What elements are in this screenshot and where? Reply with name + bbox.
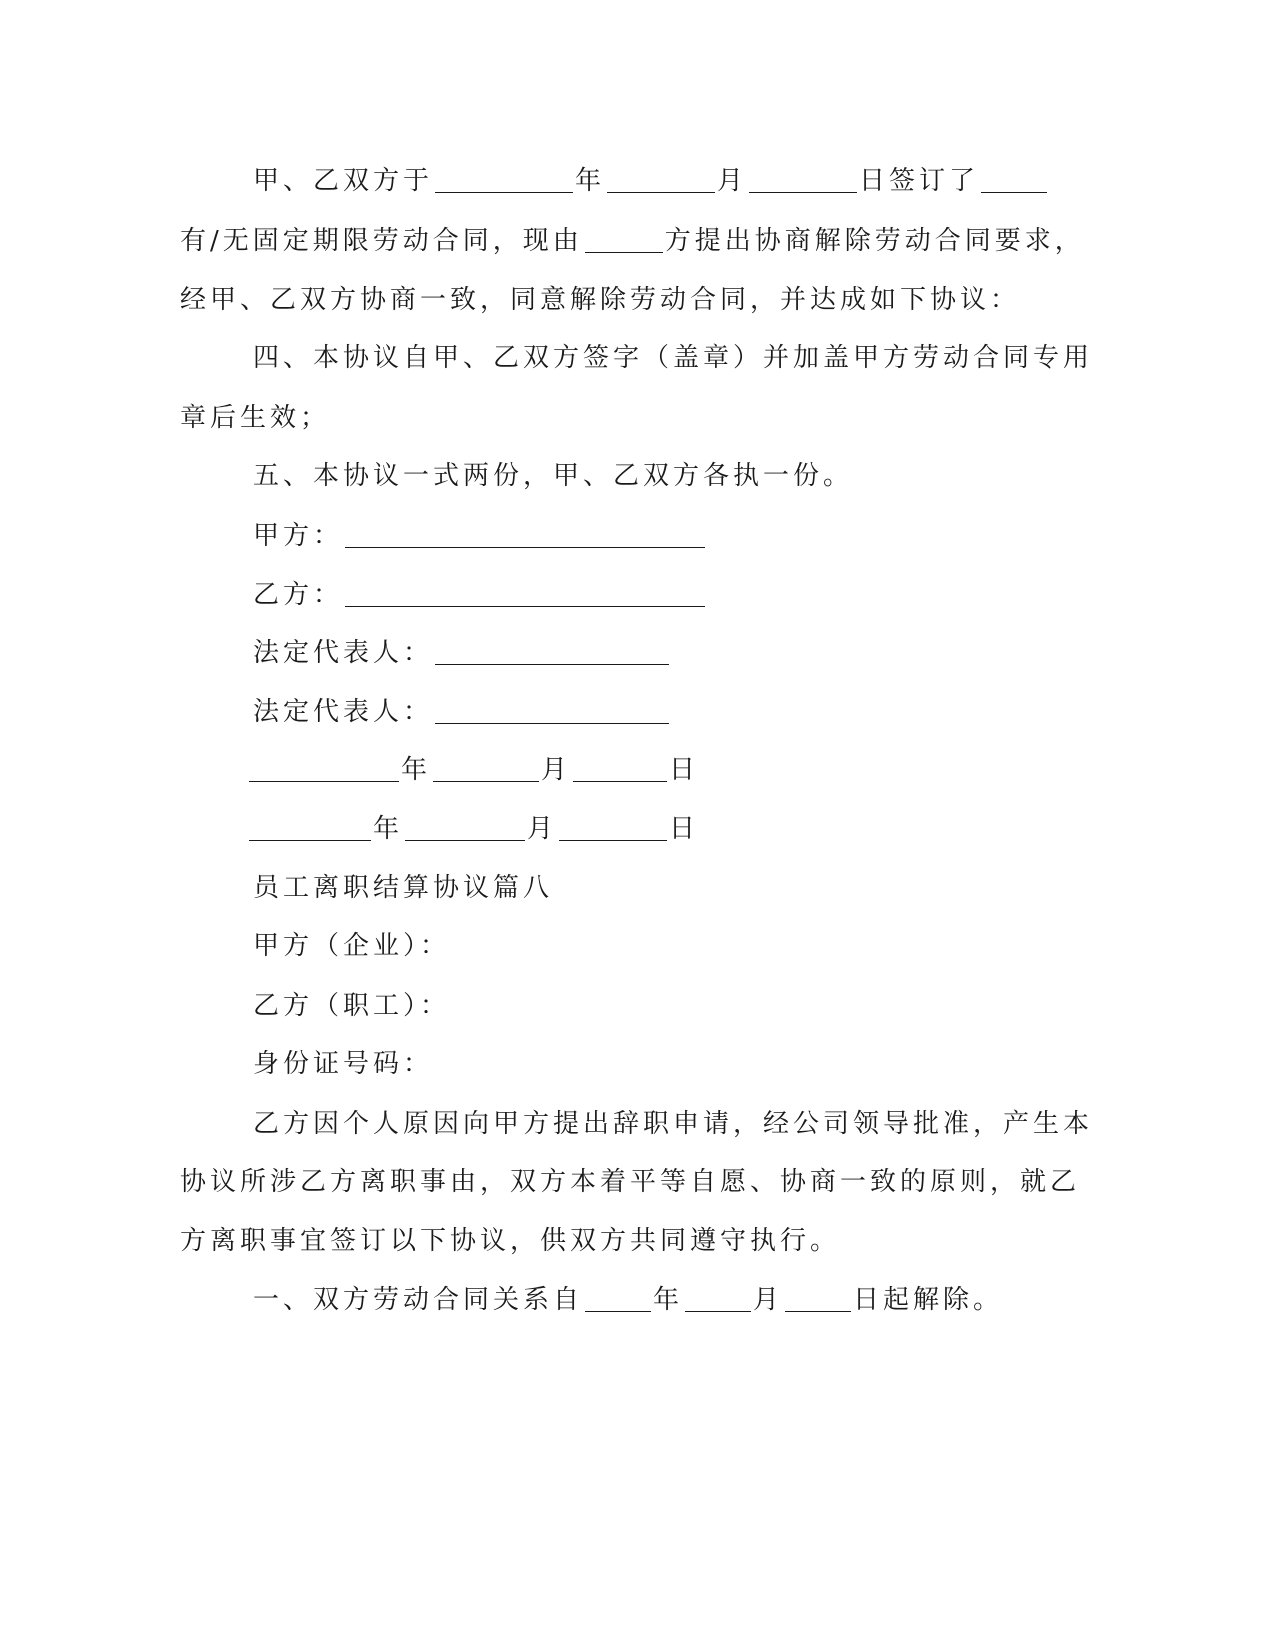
- party-a-blank[interactable]: [345, 521, 705, 548]
- party-a-enterprise-label: 甲方（企业）：: [253, 931, 451, 961]
- month-label: 月: [527, 814, 558, 844]
- text-segment: 年: [653, 1285, 684, 1315]
- id-number-label: 身份证号码：: [253, 1049, 434, 1079]
- text-segment: 一、双方劳动合同关系自: [253, 1285, 584, 1315]
- blank-month[interactable]: [685, 1285, 751, 1312]
- paragraph-2-line-1: 乙方因个人原因向甲方提出辞职申请，经公司领导批准，产生本: [253, 1109, 1094, 1139]
- legal-rep-blank[interactable]: [435, 638, 669, 665]
- legal-rep-field-2: [253, 695, 671, 729]
- blank-month[interactable]: [607, 166, 715, 193]
- text-segment: 甲、乙双方于: [253, 166, 434, 196]
- text-segment: 方提出协商解除劳动合同要求，: [664, 226, 1085, 256]
- day-label: 日: [669, 814, 700, 844]
- month-label: 月: [541, 755, 572, 785]
- year-label: 年: [373, 814, 404, 844]
- item-4-line-2: 章后生效；: [180, 403, 331, 433]
- item-1: [253, 1283, 1003, 1317]
- paragraph-1-line-3: 经甲、乙双方协商一致，同意解除劳动合同，并达成如下协议：: [180, 285, 1021, 315]
- paragraph-2-line-2: 协议所涉乙方离职事由，双方本着平等自愿、协商一致的原则，就乙: [180, 1167, 1081, 1197]
- text-segment: 日起解除。: [853, 1285, 1004, 1315]
- date-line-1: [249, 753, 699, 787]
- blank-year[interactable]: [249, 814, 371, 841]
- party-b-field: [253, 578, 707, 612]
- blank-day[interactable]: [785, 1285, 851, 1312]
- party-b-blank[interactable]: [345, 580, 705, 607]
- legal-rep-blank[interactable]: [435, 697, 669, 724]
- legal-rep-field-1: [253, 636, 671, 670]
- paragraph-1-line-2: [180, 224, 1085, 258]
- year-label: 年: [401, 755, 432, 785]
- day-label: 日: [669, 755, 700, 785]
- paragraph-2-line-3: 方离职事宜签订以下协议，供双方共同遵守执行。: [180, 1226, 841, 1256]
- item-5: 五、本协议一式两份，甲、乙双方各执一份。: [253, 461, 854, 491]
- section-title: 员工离职结算协议篇八: [253, 873, 554, 903]
- blank-month[interactable]: [405, 814, 525, 841]
- text-segment: 月: [717, 166, 748, 196]
- date-line-2: [249, 812, 699, 846]
- party-a-field: [253, 519, 707, 553]
- item-4-line-1: 四、本协议自甲、乙双方签字（盖章）并加盖甲方劳动合同专用: [253, 343, 1094, 373]
- text-segment: 月: [753, 1285, 784, 1315]
- blank-year[interactable]: [249, 755, 399, 782]
- paragraph-1-line-1: [253, 164, 1049, 198]
- legal-rep-label: 法定代表人：: [253, 697, 434, 727]
- party-a-label: 甲方：: [253, 521, 344, 551]
- blank-day[interactable]: [559, 814, 667, 841]
- party-b-employee-label: 乙方（职工）：: [253, 991, 451, 1021]
- party-b-label: 乙方：: [253, 580, 344, 610]
- blank-year[interactable]: [435, 166, 573, 193]
- blank-day[interactable]: [749, 166, 857, 193]
- blank-year[interactable]: [585, 1285, 651, 1312]
- legal-rep-label: 法定代表人：: [253, 638, 434, 668]
- text-segment: 日签订了: [859, 166, 980, 196]
- text-segment: 年: [575, 166, 606, 196]
- text-segment: 有/无固定期限劳动合同，现由: [180, 226, 583, 256]
- blank-month[interactable]: [433, 755, 539, 782]
- blank-day[interactable]: [573, 755, 667, 782]
- blank-party[interactable]: [585, 226, 663, 253]
- blank-contract-type[interactable]: [981, 166, 1047, 193]
